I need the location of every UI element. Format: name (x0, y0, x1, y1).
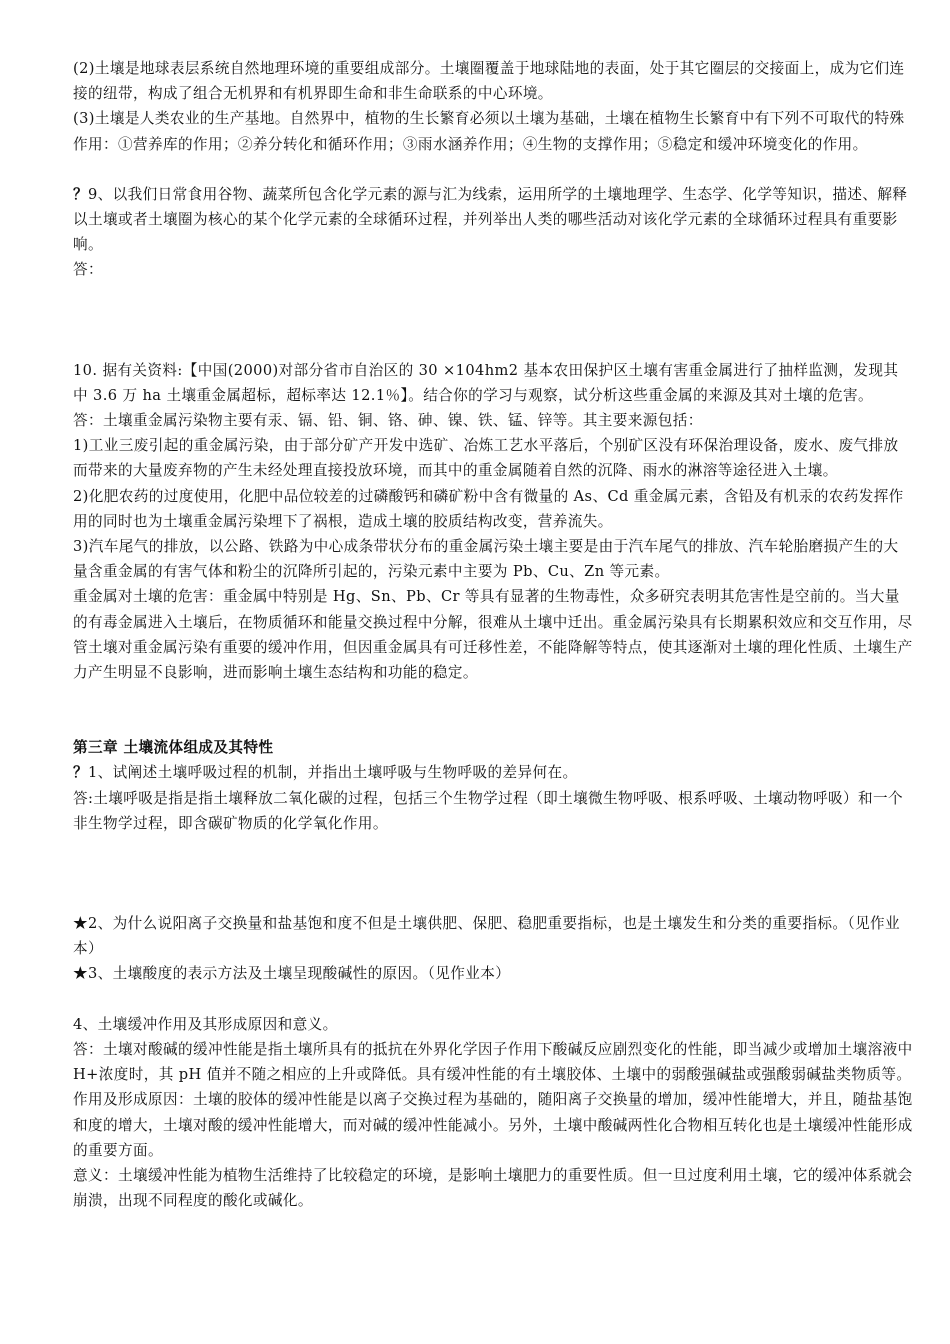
question-10: 10. 据有关资料:【中国(2000)对部分省市自治区的 30 ×104hm2 基本农田保护区土壤有害重金属进行了抽样监测，发现其中 3.6 万 ha 土壤重金属超标，超标率达 12.1％】。结合你的学习与观察，试分析这些重金属的来源及其对土壤的危害。 (73, 361, 899, 404)
answer-10-point-2: 2)化肥农药的过度使用，化肥中品位较差的过磷酸钙和磷矿粉中含有微量的 As、Cd 重金属元素，含铅及有机汞的农药发挥作用的同时也为土壤重金属污染埋下了祸根，造成土壤的胶质结构改变，营养流失。 (73, 487, 904, 530)
spacer (73, 283, 913, 358)
spacer (73, 987, 913, 1012)
chapter3-answer-4-cause: 作用及形成原因：土壤的胶体的缓冲性能是以离子交换过程为基础的，随阳离子交换量的增加，缓冲性能增大，并且，随盐基饱和度的增大，土壤对酸的缓冲性能增大，而对碱的缓冲性能减小。另外，土壤中酸碱两性化合物相互转化也是土壤缓冲性能形成的重要方面。 (73, 1091, 913, 1159)
spacer (73, 157, 913, 182)
chapter3-question-4: 4、土壤缓冲作用及其形成原因和意义。 (73, 1015, 338, 1033)
chapter3-answer-1: 答:土壤呼吸是指是指土壤释放二氧化碳的过程，包括三个生物学过程（即土壤微生物呼吸、根系呼吸、土壤动物呼吸）和一个非生物学过程，即含碳矿物质的化学氧化作用。 (73, 789, 903, 832)
question-9 (73, 182, 913, 258)
question-9-answer: 答： (73, 261, 103, 279)
paragraph-soil-agriculture: (3)土壤是人类农业的生产基地。自然界中，植物的生长繁育必须以土壤为基础，土壤在植物生长繁育中有下列不可取代的特殊作用：①营养库的作用；②养分转化和循环作用；③雨水涵养作用；④生物的支撑作用；⑤稳定和缓冲环境变化的作用。 (73, 110, 905, 153)
question-mark: ？ (73, 764, 88, 782)
spacer (73, 685, 913, 735)
answer-10-point-1: 1)工业三废引起的重金属污染，由于部分矿产开发中选矿、冶炼工艺水平落后，个别矿区没有环保治理设备，废水、废气排放而带来的大量废弃物的产生未经处理直接投放环境，而其中的重金属随着自然的沉降、雨水的淋溶等途径进入土壤。 (73, 437, 899, 480)
answer-10-intro: 答：土壤重金属污染物主要有汞、镉、铅、铜、铬、砷、镍、铁、锰、锌等。其主要来源包括： (73, 412, 703, 430)
chapter3-answer-4-meaning: 意义：土壤缓冲性能为植物生活维持了比较稳定的环境，是影响土壤肥力的重要性质。但一旦过度利用土壤，它的缓冲体系就会崩溃，出现不同程度的酸化或碱化。 (73, 1166, 913, 1210)
spacer (73, 836, 913, 911)
answer-10-point-3: 3)汽车尾气的排放，以公路、铁路为中心成条带状分布的重金属污染土壤主要是由于汽车尾气的排放、汽车轮胎磨损产生的大量含重金属的有害气体和粉尘的沉降所引起的，污染元素中主要为 Pb、Cu、Zn 等元素。 (73, 538, 899, 581)
paragraph-soil-environment: (2)土壤是地球表层系统自然地理环境的重要组成部分。土壤圈覆盖于地球陆地的表面，处于其它圈层的交接面上，成为它们连接的纽带，构成了组合无机界和有机界即生命和非生命联系的中心环境。 (73, 60, 905, 103)
chapter3-question-1-text: 1、试阐述土壤呼吸过程的机制，并指出土壤呼吸与生物呼吸的差异何在。 (88, 764, 578, 782)
document-page (73, 56, 913, 1213)
chapter3-answer-4: 答：土壤对酸碱的缓冲性能是指土壤所具有的抵抗在外界化学因子作用下酸碱反应剧烈变化的性能，即当减少或增加土壤溶液中 H+浓度时，其 pH 值并不随之相应的上升或降低。具有缓冲性能的有土壤胶体、土壤中的弱酸强碱盐或强酸弱碱盐类物质等。 (73, 1040, 913, 1084)
question-mark: ？ (73, 185, 88, 203)
question-9-text: 9、以我们日常食用谷物、蔬菜所包含化学元素的源与汇为线索，运用所学的土壤地理学、生态学、化学等知识，描述、解释以土壤或者土壤圈为核心的某个化学元素的全球循环过程，并列举出人类的哪些活动对该化学元素的全球循环过程具有重要影响。 (73, 185, 908, 254)
chapter3-question-2: ★2、为什么说阳离子交换量和盐基饱和度不但是土壤供肥、保肥、稳肥重要指标，也是土壤发生和分类的重要指标。（见作业本） (73, 915, 901, 958)
chapter3-question-1 (73, 760, 913, 785)
answer-10-harm: 重金属对土壤的危害：重金属中特别是 Hg、Sn、Pb、Cr 等具有显著的生物毒性，众多研究表明其危害性是空前的。当大量的有毒金属进入土壤后，在物质循环和能量交换过程中分解，很难从土壤中迁出。重金属污染具有长期累积效应和交互作用，尽管土壤对重金属污染有重要的缓冲作用，但因重金属具有可迁移性差，不能降解等特点，使其逐渐对土壤的理化性质、土壤生产力产生明显不良影响，进而影响土壤生态结构和功能的稳定。 (73, 588, 913, 682)
chapter3-question-3: ★3、土壤酸度的表示方法及土壤呈现酸碱性的原因。（见作业本） (73, 965, 511, 983)
chapter-3-title: 第三章 土壤流体组成及其特性 (73, 739, 274, 757)
